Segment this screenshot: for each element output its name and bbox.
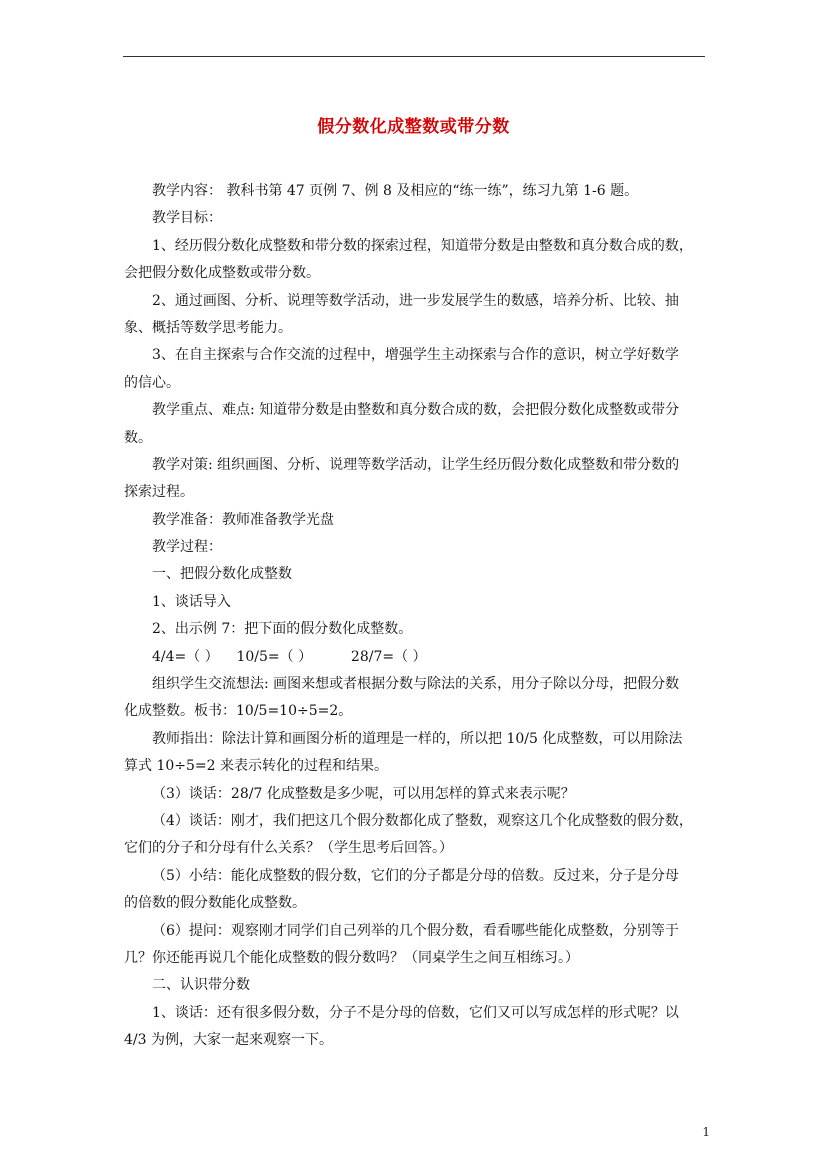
paragraph-line: 象、概括等数学思考能力。 bbox=[124, 319, 292, 336]
section-heading: 二、认识带分数 bbox=[152, 977, 250, 994]
paragraph-line: 的倍数的假分数能化成整数。 bbox=[124, 895, 306, 912]
exercise-item: 28/7=（ ） bbox=[350, 648, 427, 665]
paragraph-line: 的信心。 bbox=[124, 374, 180, 391]
paragraph-line: 教师指出：除法计算和画图分析的道理是一样的，所以把 10/5 化成整数，可以用除法 bbox=[152, 730, 683, 747]
paragraph-line: 会把假分数化成整数或带分数。 bbox=[124, 265, 320, 282]
paragraph-line: 教学内容： 教科书第 47 页例 7、例 8 及相应的“练一练”，练习九第 1-6 题。 bbox=[152, 183, 639, 199]
paragraph-line: 探索过程。 bbox=[124, 484, 194, 501]
page-number: 1 bbox=[702, 1125, 710, 1139]
paragraph-line: 它们的分子和分母有什么关系？（学生思考后回答。） bbox=[124, 840, 453, 857]
paragraph-line: 2、通过画图、分析、说理等数学活动，进一步发展学生的数感，培养分析、比较、抽 bbox=[152, 292, 679, 309]
paragraph-line: 2、出示例 7：把下面的假分数化成整数。 bbox=[152, 621, 413, 638]
paragraph-line: （4）谈话：刚才，我们把这几个假分数都化成了整数，观察这几个化成整数的假分数， bbox=[152, 812, 693, 829]
paragraph-line: 3、在自主探索与合作交流的过程中，增强学生主动探索与合作的意识，树立学好数学 bbox=[152, 347, 679, 364]
paragraph-line: 化成整数。板书：10/5=10÷5=2。 bbox=[124, 703, 353, 720]
exercise-item: 4/4=（ ） bbox=[152, 648, 219, 665]
paragraph-line: 4/3 为例，大家一起来观察一下。 bbox=[124, 1032, 333, 1049]
paragraph-line: 教学重点、难点: 知道带分数是由整数和真分数合成的数，会把假分数化成整数或带分 bbox=[152, 402, 680, 419]
document-title: 假分数化成整数或带分数 bbox=[317, 117, 510, 137]
paragraph-line: 1、谈话导入 bbox=[152, 593, 231, 610]
paragraph-line: 组织学生交流想法: 画图来想或者根据分数与除法的关系，用分子除以分母，把假分数 bbox=[152, 676, 680, 693]
section-heading: 一、把假分数化成整数 bbox=[152, 566, 292, 583]
paragraph-line: 教学过程： bbox=[152, 539, 222, 556]
paragraph-line: 教学目标： bbox=[152, 210, 222, 227]
paragraph-line: 1、谈话：还有很多假分数，分子不是分母的倍数，它们又可以写成怎样的形式呢？以 bbox=[152, 1004, 679, 1021]
header-rule bbox=[123, 56, 705, 57]
paragraph-line: 1、经历假分数化成整数和带分数的探索过程，知道带分数是由整数和真分数合成的数， bbox=[152, 237, 693, 254]
document-body bbox=[124, 178, 704, 1055]
exercise-item: 10/5=（ ） bbox=[236, 648, 313, 665]
paragraph-line: 数。 bbox=[124, 429, 152, 446]
paragraph-line: 教学对策: 组织画图、分析、说理等数学活动，让学生经历假分数化成整数和带分数的 bbox=[152, 456, 680, 473]
paragraph-line: （6）提问：观察刚才同学们自己列举的几个假分数，看看哪些能化成整数，分别等于 bbox=[152, 922, 679, 939]
paragraph-line: 几？你还能再说几个能化成整数的假分数吗？（同桌学生之间互相练习。） bbox=[124, 949, 579, 966]
paragraph-line: （3）谈话：28/7 化成整数是多少呢，可以用怎样的算式来表示呢？ bbox=[152, 785, 575, 802]
paragraph-line: 算式 10÷5=2 来表示转化的过程和结果。 bbox=[124, 758, 388, 775]
exercise-row bbox=[124, 644, 704, 671]
paragraph-line: （5）小结：能化成整数的假分数，它们的分子都是分母的倍数。反过来，分子是分母 bbox=[152, 867, 679, 884]
paragraph-line: 教学准备：教师准备教学光盘 bbox=[152, 511, 334, 528]
